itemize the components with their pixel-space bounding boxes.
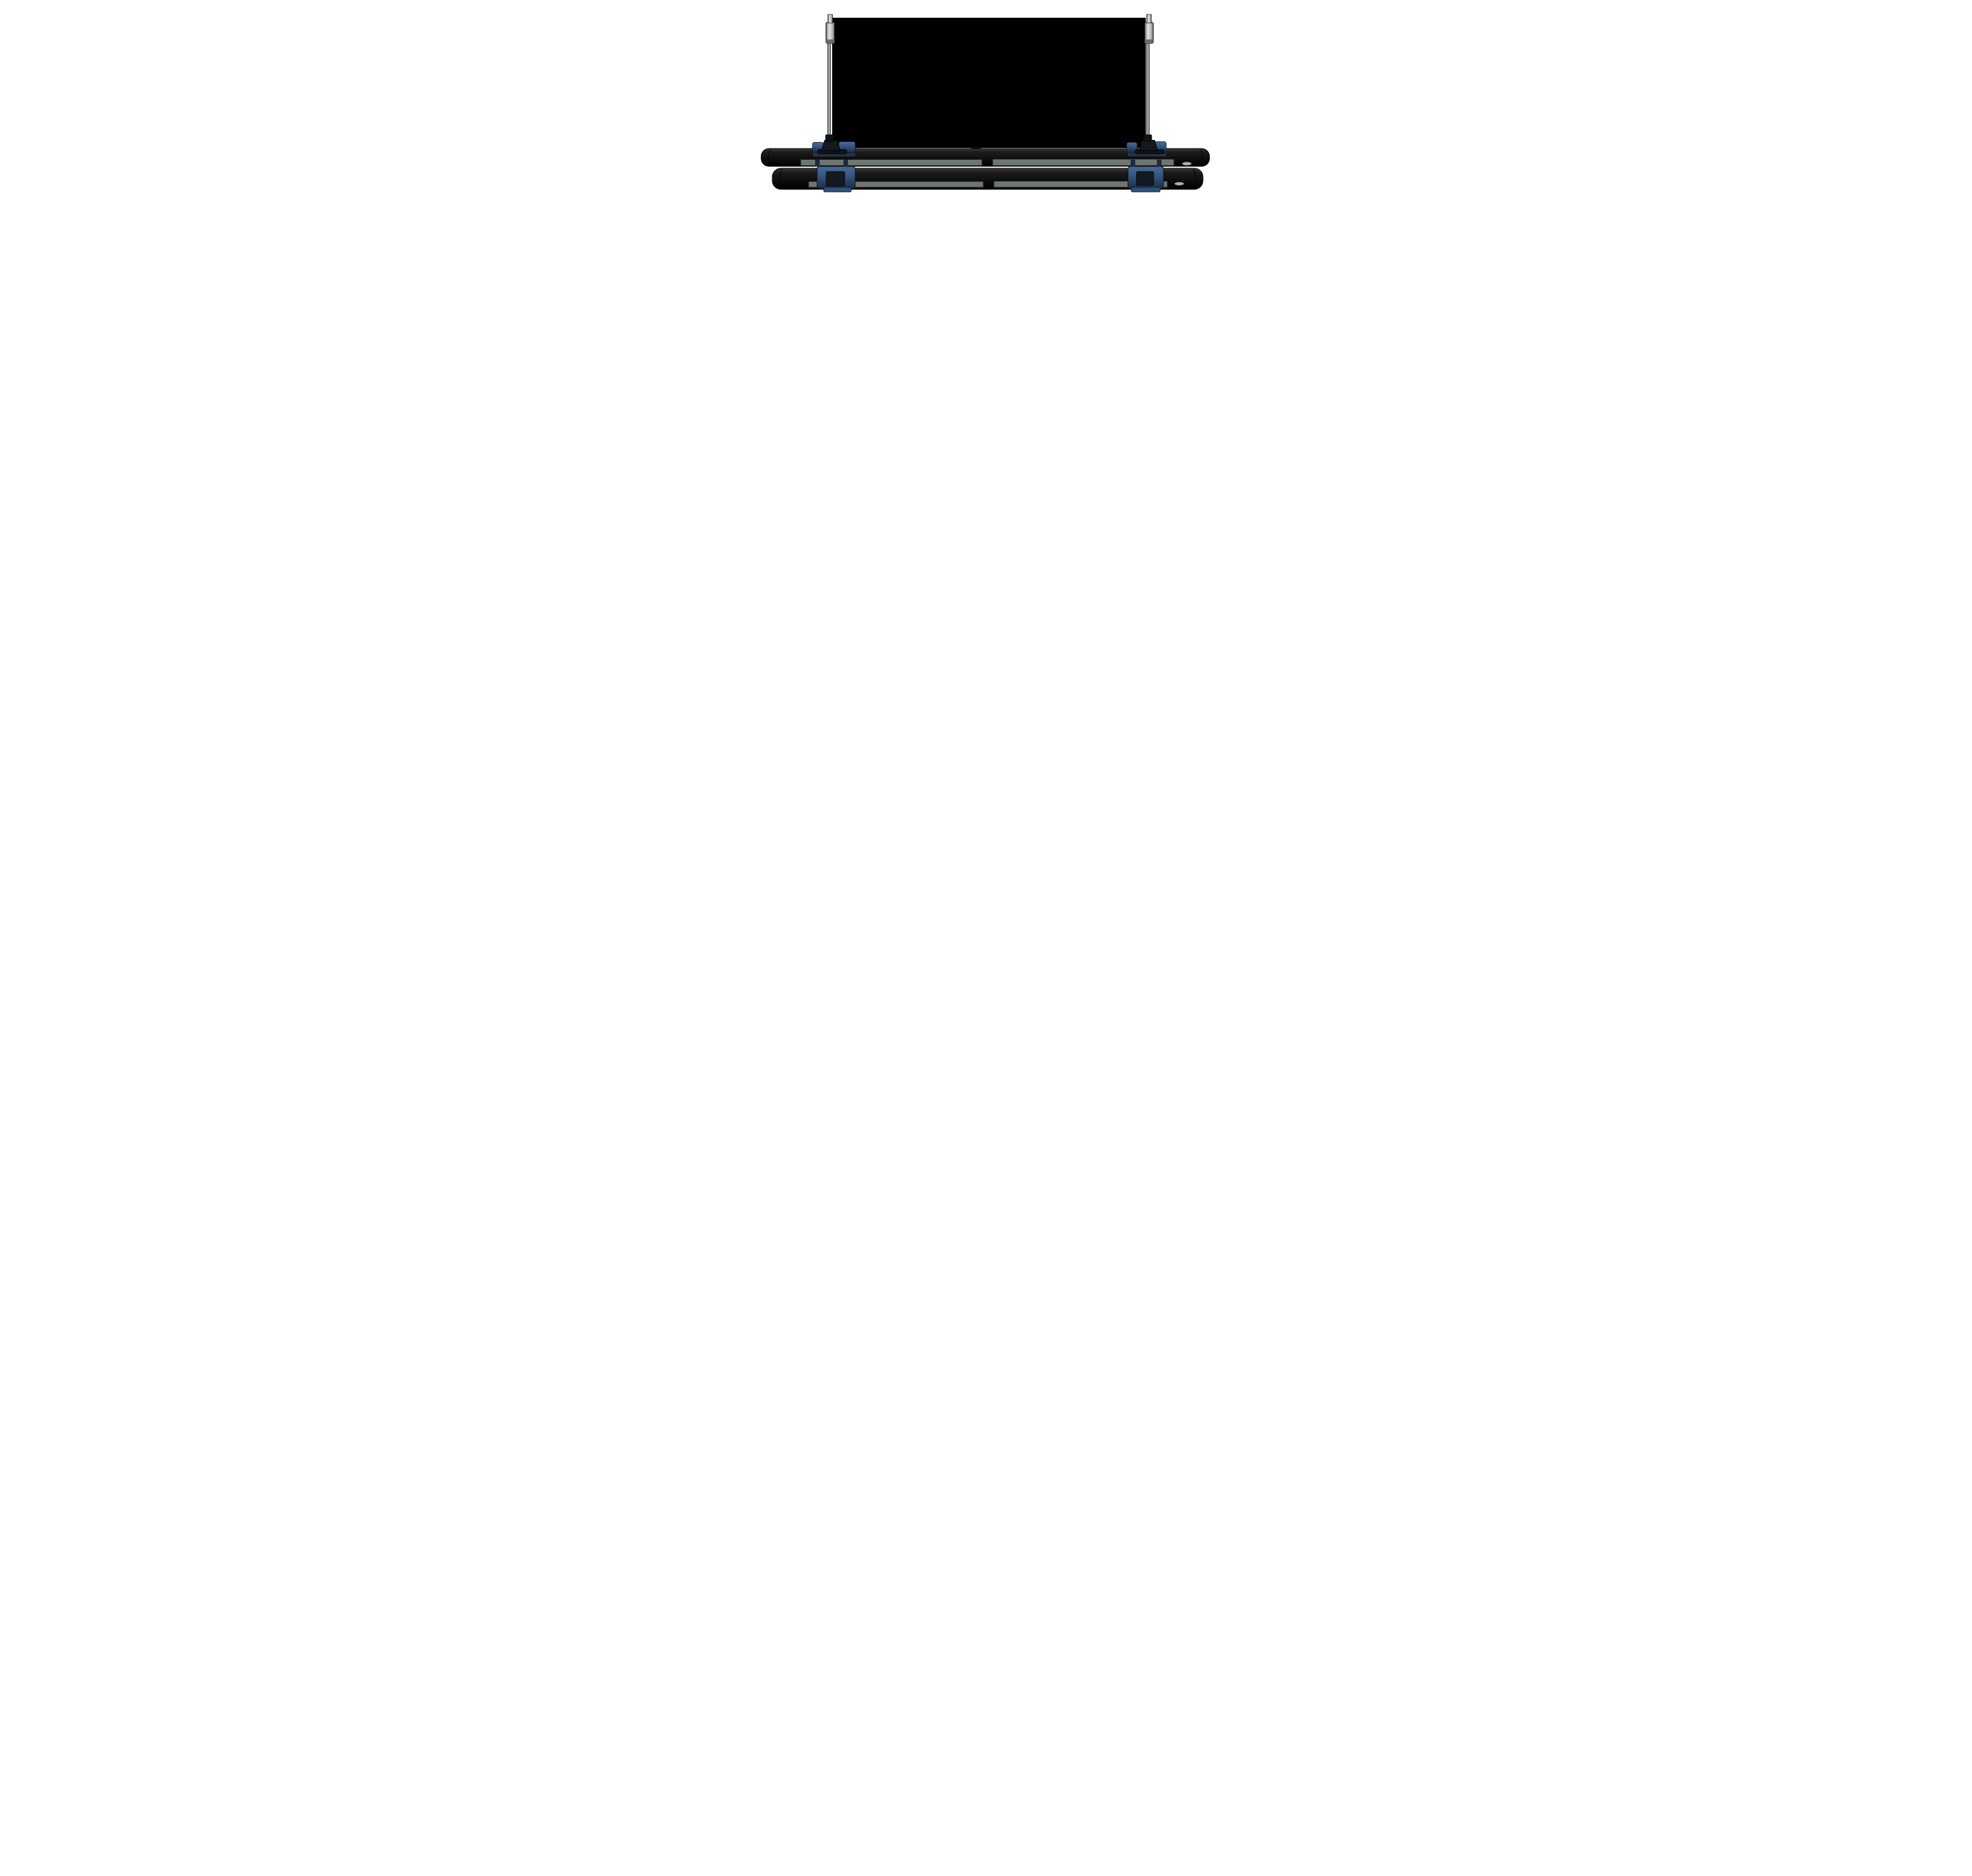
front-left-strut-foot — [822, 141, 840, 151]
rear-left-clamp-buckle — [826, 172, 845, 186]
front-right-clamp-claw-b — [1157, 160, 1162, 166]
right-strut-cylinder-cap — [1145, 39, 1154, 43]
rear-endcap-lock-button — [1175, 182, 1185, 186]
front-right-strut-foot — [1139, 141, 1158, 151]
front-crossbar-strip-left — [801, 160, 982, 166]
front-right-foot-knob — [1144, 135, 1152, 141]
left-strut-cylinder-cap — [826, 39, 835, 43]
right-strut-rod — [1146, 43, 1150, 143]
front-crossbar-strip-right — [993, 159, 1174, 166]
rear-left-clamp-bottom-tab — [824, 187, 851, 192]
front-left-clamp-claw-b — [843, 160, 848, 166]
left-strut-rod — [828, 43, 831, 143]
right-strut-top-stub — [1147, 14, 1152, 23]
front-left-clamp-claw-a — [815, 160, 820, 166]
solar-panel — [832, 18, 1146, 148]
front-right-clamp-claw-a — [1131, 160, 1135, 166]
front-endcap-lock-button — [1182, 162, 1192, 166]
rear-right-clamp — [1128, 164, 1163, 192]
rear-left-clamp — [817, 164, 855, 192]
left-strut-top-stub — [828, 14, 833, 23]
rear-right-clamp-buckle — [1137, 172, 1154, 185]
front-left-foot-knob — [826, 135, 833, 141]
rear-right-clamp-bottom-tab — [1131, 187, 1160, 192]
